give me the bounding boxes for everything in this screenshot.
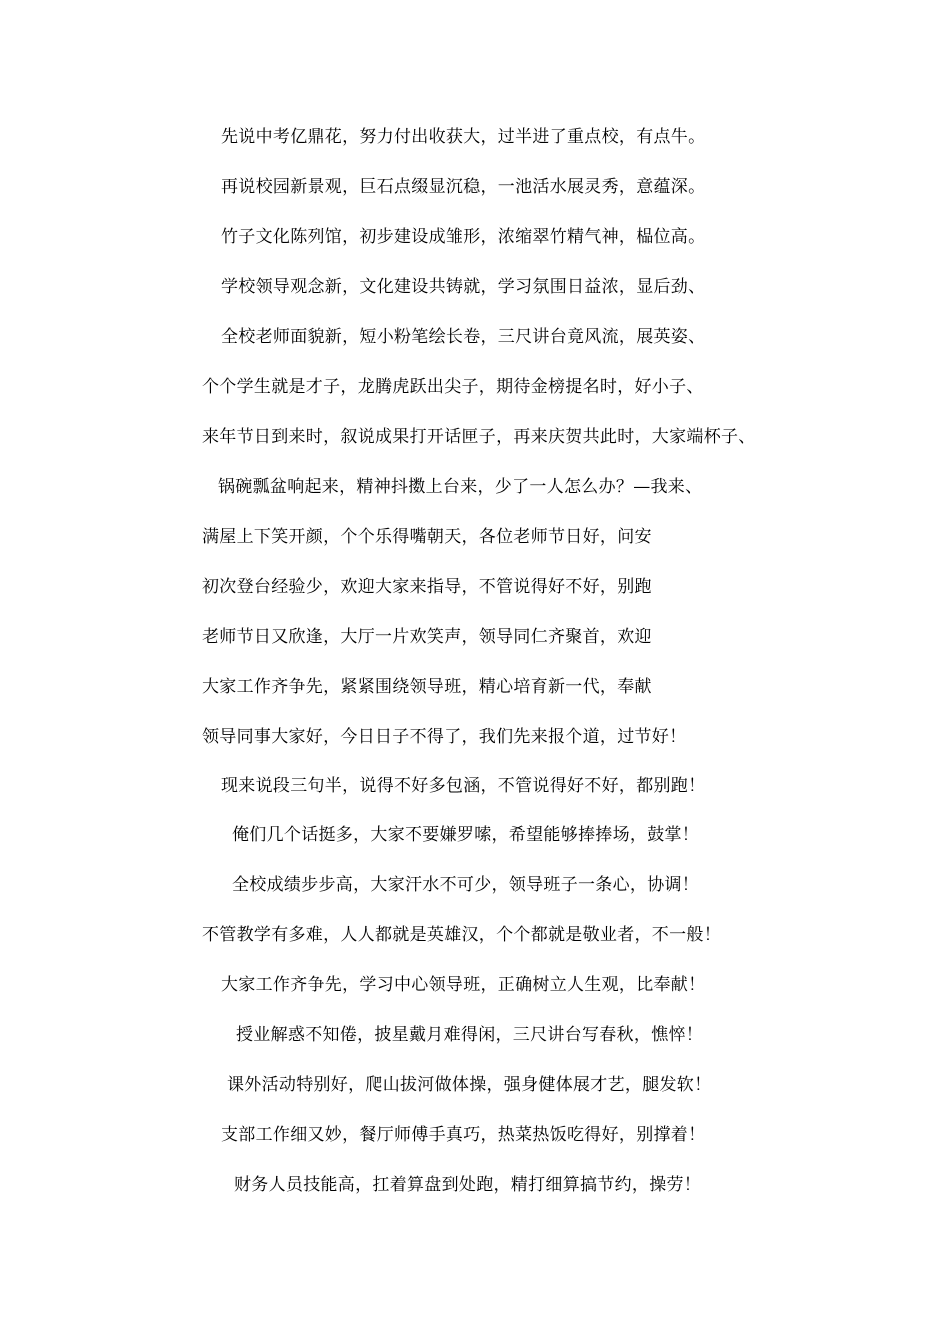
text-line: 来年节日到来时，叙说成果打开话匣子，再来庆贺共此时，大家端杯子、 — [202, 427, 756, 447]
text-line: 大家工作齐争先，学习中心领导班，正确树立人生观，比奉献！ — [221, 975, 706, 995]
text-line: 大家工作齐争先，紧紧围绕领导班，精心培育新一代，奉献 — [202, 677, 652, 697]
text-line: 课外活动特别好，爬山拔河做体操，强身健体展才艺，腿发软！ — [227, 1075, 712, 1095]
text-line: 不管教学有多难，人人都就是英雄汉，个个都就是敬业者，不一般！ — [202, 925, 721, 945]
text-line: 学校领导观念新，文化建设共铸就，学习氛围日益浓，显后劲、 — [221, 277, 706, 297]
text-line: 俺们几个话挺多，大家不要嫌罗嗦，希望能够捧捧场，鼓掌！ — [232, 825, 700, 845]
text-line: 竹子文化陈列馆，初步建设成雏形，浓缩翠竹精气神，榀位高。 — [221, 227, 706, 247]
text-line: 满屋上下笑开颜，个个乐得嘴朝天，各位老师节日好，问安 — [202, 527, 652, 547]
text-line: 再说校园新景观，巨石点缀显沉稳，一池活水展灵秀，意蕴深。 — [221, 177, 706, 197]
text-line: 个个学生就是才子，龙腾虎跃出尖子，期待金榜提名时，好小子、 — [202, 377, 704, 397]
text-line: 授业解惑不知倦，披星戴月难得闲，三尺讲台写春秋，憔悴！ — [236, 1025, 704, 1045]
text-line: 全校成绩步步高，大家汗水不可少，领导班子一条心，协调！ — [232, 875, 700, 895]
text-line: 初次登台经验少，欢迎大家来指导，不管说得好不好，别跑 — [202, 577, 652, 597]
text-line: 锅碗瓢盆响起来，精神抖擞上台来，少了一人怎么办？—我来、 — [218, 477, 703, 497]
text-line: 先说中考亿鼎花，努力付出收获大，过半进了重点校，有点牛。 — [221, 127, 706, 147]
text-line: 财务人员技能高，扛着算盘到处跑，精打细算搞节约，操劳！ — [234, 1175, 702, 1195]
text-line: 支部工作细又妙，餐厅师傅手真巧，热菜热饭吃得好，别撑着！ — [221, 1125, 706, 1145]
text-line: 全校老师面貌新，短小粉笔绘长卷，三尺讲台竟风流，展英姿、 — [221, 327, 706, 347]
text-line: 领导同事大家好，今日日子不得了，我们先来报个道，过节好！ — [202, 727, 687, 747]
text-line: 老师节日又欣逢，大厅一片欢笑声，领导同仁齐聚首，欢迎 — [202, 627, 652, 647]
text-line: 现来说段三句半，说得不好多包涵，不管说得好不好，都别跑！ — [221, 776, 706, 796]
